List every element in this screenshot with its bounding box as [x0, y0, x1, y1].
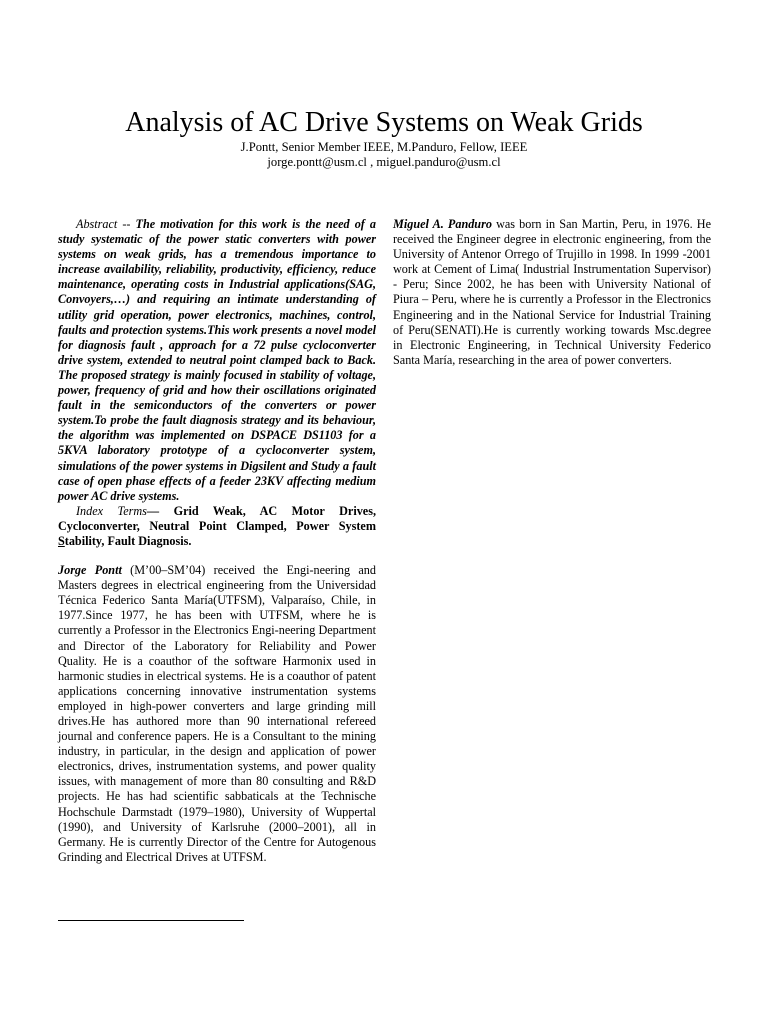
index-terms-underlined: S	[58, 533, 65, 548]
bio-pontt	[58, 563, 376, 865]
abstract-text: The motivation for this work is the need of a study systematic of the power static converters with power systems on weak grids, has a tremendous importance to increase availability, reliability, productivity, efficiency, reduce maintenance, operating costs in Industrial applications(SAG, Convoyers,…) and requiring an intimate understanding of utility grid operation, power electronics, machines, control, faults and protection systems.This work presents a novel model for diagnosis fault , approach for a 72 pulse cycloconverter drive system, extended to neutral point clamped back to Back. The proposed strategy is mainly focused in stability of voltage, power, frequency of grid and how their oscillations originated fault in the semiconductors of the converters or power system.To probe the fault diagnosis strategy and its behaviour, the algorithm was implemented on DSPACE DS1103 for a 5KVA laboratory prototype of a cycloconverter system, simulations of the power systems in Digsilent and Study a fault case of open phase effects of a feeder 23KV affecting medium power AC drive systems.	[58, 217, 376, 503]
index-terms	[58, 504, 376, 549]
abstract-lead: Abstract --	[76, 217, 131, 231]
index-terms-text-before: Grid Weak, AC Motor Drives, Cycloconverter, Neutral Point Clamped, Power System	[58, 503, 377, 533]
footnote-rule	[58, 920, 244, 921]
bio-panduro-text: was born in San Martin, Peru, in 1976. He received the Engineer degree in electronic engineering, from the University of Antenor Orrego of Trujillo in 1998. In 1999 -2001 work at Cement of Lima( Industrial Instrumentation Supervisor) - Peru; Since 2002, he has been with University National of Piura – Peru, where he is currently a Professor in the Electronics Engineering and in the National Service for Industrial Training of Peru(SENATI).He is currently working towards Msc.degree in Electronic Engineering, in Technical University Federico Santa María, researching in the area of power converters.	[393, 217, 711, 367]
bio-pontt-name: Jorge Pontt	[58, 563, 122, 578]
author-emails: jorge.pontt@usm.cl , miguel.panduro@usm.cl	[267, 155, 501, 169]
index-terms-dash: —	[146, 503, 160, 518]
index-terms-lead: Index Terms	[76, 503, 147, 518]
bio-pontt-text: (M’00–SM’04) received the Engi-neering and Masters degrees in electrical engineering from the Universidad Técnica Federico Santa María(UTFSM), Valparaíso, Chile, in 1977.Since 1977, he has been with UTFSM, where he is currently a Professor in the Electronics Engi-neering Department and Director of the Laboratory for Reliability and Power Quality. He is a coauthor of the software Harmonix used in harmonic studies in electrical systems. He is a coauthor of patent applications concerning innovative instrumentation systems employed in high-power converters and large grinding mill drives.He has authored more than 90 international refereed journal and conference papers. He is a Consultant to the mining industry, in particular, in the design and application of power electronics, drives, instrumentation systems, and power quality issues, with management of more than 80 consulting and R&D projects. He has had scientific sabbaticals at the Technische Hochschule Darmstadt (1979–1980), University of Wuppertal (1990), and University of Karlsruhe (2000–2001), all in Germany. He is currently Director of the Centre for Autogenous Grinding and Electrical Drives at UTFSM.	[58, 563, 376, 864]
paper-title: Analysis of AC Drive Systems on Weak Grids	[125, 107, 643, 138]
abstract	[58, 217, 376, 504]
bio-panduro-name: Miguel A. Panduro	[393, 217, 492, 231]
right-column	[393, 217, 711, 368]
left-column	[58, 217, 376, 865]
bio-panduro	[393, 217, 711, 368]
author-names: J.Pontt, Senior Member IEEE, M.Panduro, Fellow, IEEE	[240, 140, 528, 154]
index-terms-text-after: tability, Fault Diagnosis.	[64, 533, 192, 548]
author-block	[0, 140, 768, 170]
